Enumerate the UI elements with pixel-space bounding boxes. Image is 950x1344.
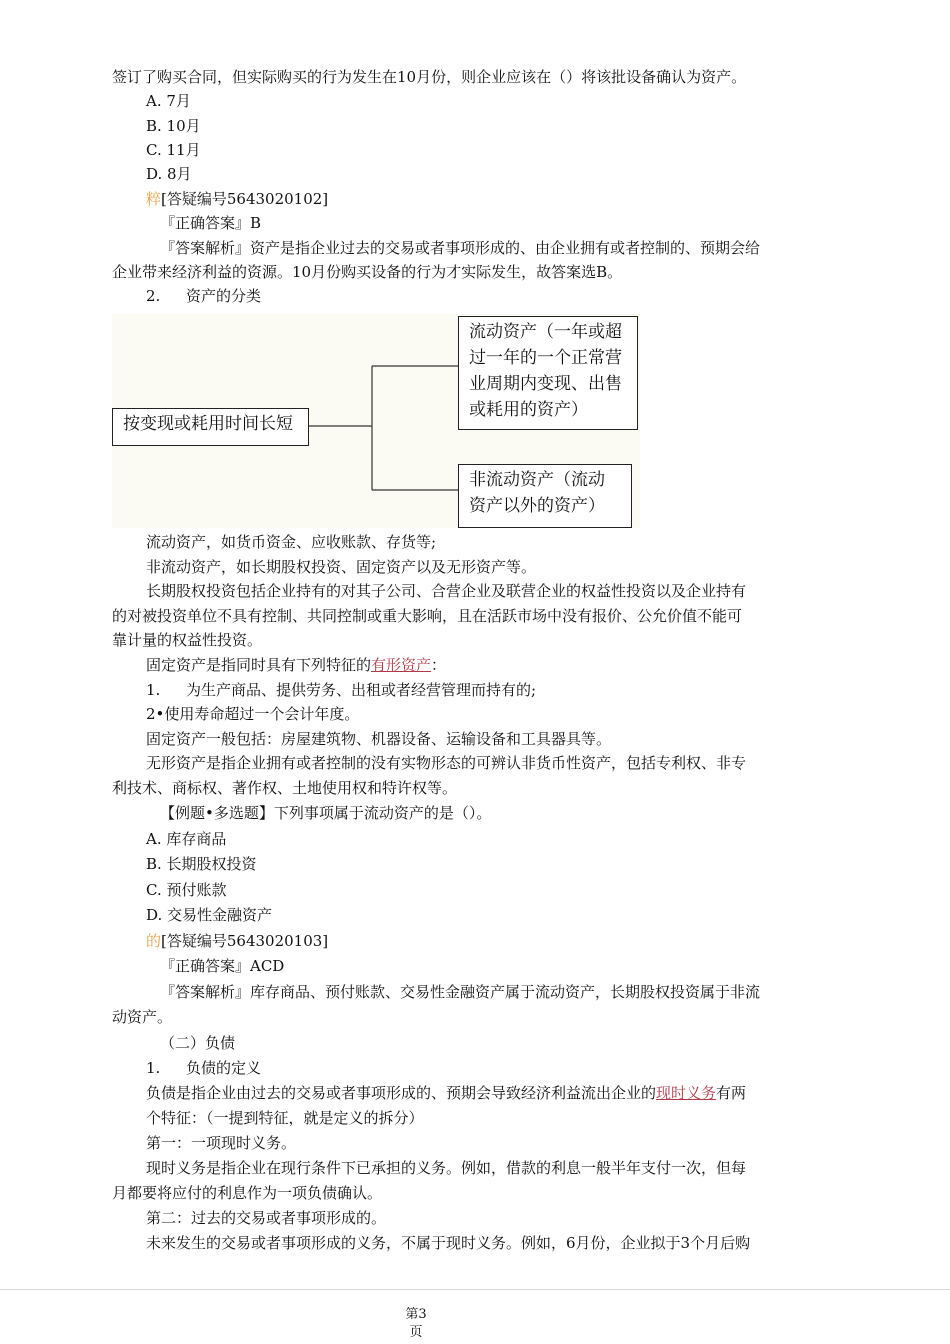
example-question: 【例题•多选题】下列事项属于流动资产的是（）。 — [160, 804, 492, 822]
question-id-mark: 粹 — [146, 190, 162, 208]
diagram-root-node: 按变现或耗用时间长短 — [112, 408, 309, 446]
asset-classification-diagram — [112, 314, 640, 528]
option-c: C. 预付账款 — [146, 881, 227, 899]
section-heading — [146, 1057, 261, 1079]
section-heading: （二）负债 — [160, 1034, 236, 1052]
section-title: 负债的定义 — [186, 1059, 262, 1077]
paragraph-line: 签订了购买合同，但实际购买的行为发生在10月份，则企业应该在（）将该批设备确认为资产。 — [112, 68, 747, 86]
paragraph-line: 无形资产是指企业拥有或者控制的没有实物形态的可辨认非货币性资产，包括专利权、非专 — [146, 754, 747, 772]
list-item: 2•使用寿命超过一个会计年度。 — [146, 705, 360, 723]
option-a: A. 7月 — [146, 92, 191, 110]
question-id-line — [146, 188, 328, 210]
present-obligation-link[interactable]: 现时义务 — [656, 1084, 717, 1102]
option-a: A. 库存商品 — [146, 830, 227, 848]
question-id-mark: 的 — [146, 932, 162, 950]
paragraph-line: 现时义务是指企业在现行条件下已承担的义务。例如，借款的利息一般半年支付一次，但每 — [146, 1159, 747, 1177]
paragraph-line: 第一：一项现时义务。 — [146, 1134, 297, 1152]
section-number: 2. — [146, 287, 161, 305]
correct-answer: 『正确答案』B — [160, 214, 262, 232]
page-number-line: 第3 — [405, 1307, 427, 1322]
question-id: [答疑编号5643020103] — [161, 932, 329, 950]
paragraph-line: 的对被投资单位不具有控制、共同控制或重大影响，且在活跃市场中没有报价、公允价值不能可 — [112, 607, 743, 625]
option-d: D. 8月 — [146, 165, 192, 183]
answer-analysis: 『答案解析』资产是指企业过去的交易或者事项形成的、由企业拥有或者控制的、预期会给 — [160, 239, 761, 257]
correct-answer: 『正确答案』ACD — [160, 957, 285, 975]
list-number: 1. — [146, 681, 161, 699]
section-title: 资产的分类 — [186, 287, 262, 305]
paragraph-line: 动资产。 — [112, 1008, 173, 1026]
option-d: D. 交易性金融资产 — [146, 906, 273, 924]
diagram-noncurrent-assets-node: 非流动资产（流动资产以外的资产） — [458, 464, 632, 528]
tangible-assets-link[interactable]: 有形资产 — [371, 656, 432, 674]
text-run: 固定资产是指同时具有下列特征的 — [146, 656, 372, 674]
answer-analysis: 『答案解析』库存商品、预付账款、交易性金融资产属于流动资产，长期股权投资属于非流 — [160, 983, 761, 1001]
section-heading — [146, 285, 261, 307]
footer-divider — [0, 1289, 950, 1290]
paragraph-line: 第二：过去的交易或者事项形成的。 — [146, 1209, 387, 1227]
option-b: B. 10月 — [146, 117, 201, 135]
paragraph-line — [146, 654, 446, 676]
paragraph-line: 非流动资产，如长期股权投资、固定资产以及无形资产等。 — [146, 558, 537, 576]
diagram-current-assets-node: 流动资产（一年或超过一年的一个正常营业周期内变现、出售或耗用的资产） — [458, 316, 638, 430]
option-c: C. 11月 — [146, 141, 201, 159]
list-text: 为生产商品、提供劳务、出租或者经营管理而持有的; — [186, 681, 537, 699]
paragraph-line: 企业带来经济利益的资源。10月份购买设备的行为才实际发生，故答案选B。 — [112, 263, 623, 281]
paragraph-line: 个特征：（一提到特征，就是定义的拆分） — [146, 1109, 424, 1127]
paragraph-line: 未来发生的交易或者事项形成的义务，不属于现时义务。例如，6月份，企业拟于3个月后购 — [146, 1234, 751, 1252]
question-id: [答疑编号5643020102] — [161, 190, 329, 208]
list-item — [146, 679, 536, 701]
paragraph-line — [146, 1082, 746, 1104]
page-number — [396, 1306, 436, 1342]
paragraph-line: 固定资产一般包括：房屋建筑物、机器设备、运输设备和工具器具等。 — [146, 730, 612, 748]
option-b: B. 长期股权投资 — [146, 855, 257, 873]
paragraph-line: 利技术、商标权、著作权、土地使用权和特许权等。 — [112, 779, 458, 797]
paragraph-line: 靠计量的权益性投资。 — [112, 631, 263, 649]
paragraph-line: 长期股权投资包括企业持有的对其子公司、合营企业及联营企业的权益性投资以及企业持有 — [146, 582, 747, 600]
paragraph-line: 流动资产，如货币资金、应收账款、存货等; — [146, 533, 437, 551]
text-run: ： — [431, 656, 447, 674]
text-run: 有两 — [716, 1084, 747, 1102]
question-id-line — [146, 930, 328, 952]
section-number: 1. — [146, 1059, 161, 1077]
paragraph-line: 月都要将应付的利息作为一项负债确认。 — [112, 1184, 383, 1202]
text-run: 负债是指企业由过去的交易或者事项形成的、预期会导致经济利益流出企业的 — [146, 1084, 657, 1102]
page-number-line: 页 — [409, 1325, 423, 1340]
